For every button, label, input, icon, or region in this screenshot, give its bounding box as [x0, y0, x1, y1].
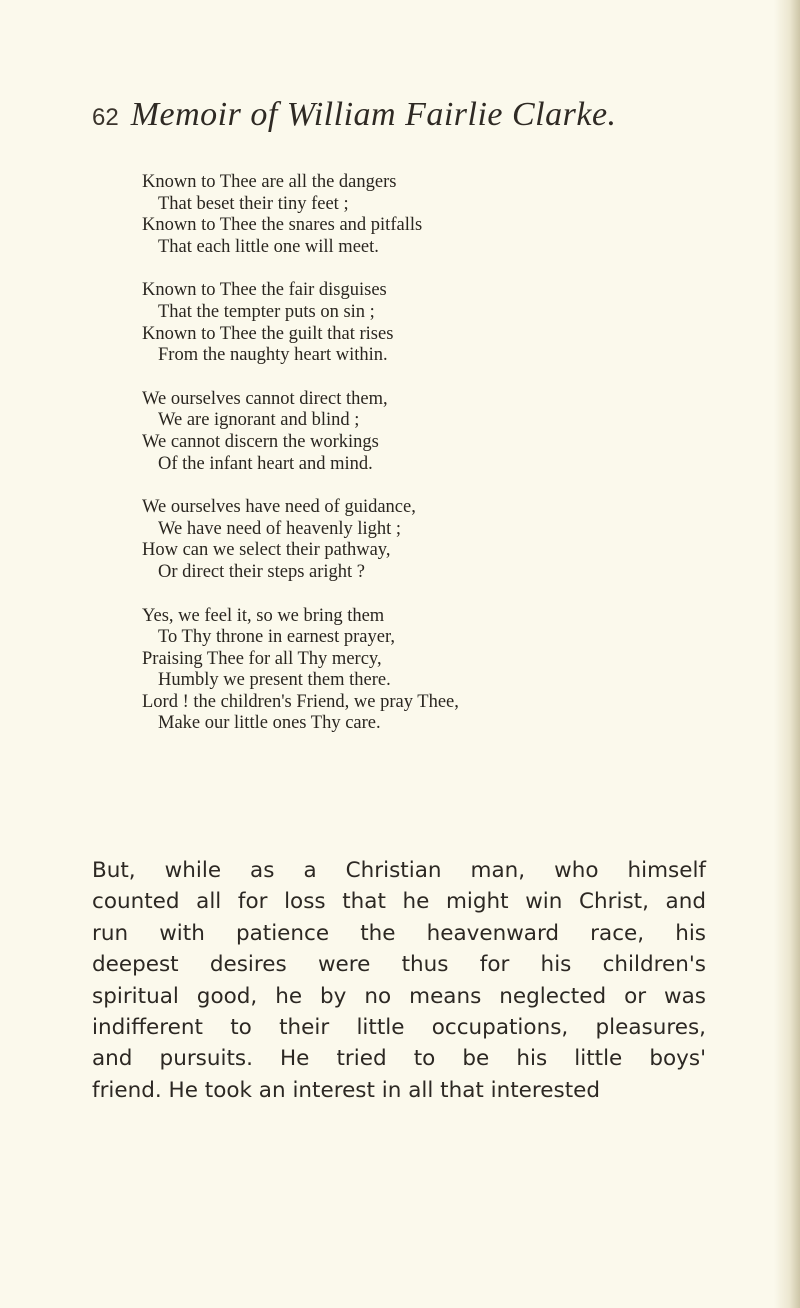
poem-stanza-3 — [142, 389, 702, 475]
prose-line: run with patience the heavenward race, his — [92, 920, 706, 946]
poem-line: Known to Thee the snares and pitfalls — [142, 215, 423, 236]
poem-line: We ourselves have need of guidance, — [142, 497, 416, 518]
prose-line: friend. He took an interest in all that interested — [92, 1077, 601, 1103]
poem-line: We ourselves cannot direct them, — [142, 388, 388, 409]
poem-line: Or direct their steps aright ? — [158, 561, 366, 582]
poem-line: To Thy throne in earnest prayer, — [158, 627, 396, 648]
poem-stanza-4 — [142, 497, 702, 583]
poem-line: That the tempter puts on sin ; — [158, 301, 375, 322]
poem-line: How can we select their pathway, — [142, 540, 391, 561]
poem-line: We are ignorant and blind ; — [158, 410, 360, 431]
poem-line: Lord ! the children's Friend, we pray Thee, — [142, 691, 459, 712]
poem-line: Yes, we feel it, so we bring them — [142, 605, 385, 626]
poem-line: Humbly we present them there. — [158, 670, 391, 691]
prose-line: But, while as a Christian man, who himself — [92, 858, 706, 883]
prose-line: indifferent to their little occupations, pleasures, — [92, 1014, 706, 1040]
poem-line: From the naughty heart within. — [158, 345, 388, 366]
poem — [142, 172, 702, 757]
poem-line: Known to Thee are all the dangers — [142, 172, 397, 192]
poem-line: We have need of heavenly light ; — [158, 518, 402, 539]
prose-line: counted all for loss that he might win Christ, and — [92, 889, 706, 915]
poem-stanza-1 — [142, 172, 702, 258]
running-head — [92, 96, 692, 146]
poem-line: Make our little ones Thy care. — [158, 713, 381, 734]
prose-paragraph — [92, 855, 706, 1106]
poem-stanza-5 — [142, 606, 702, 736]
poem-line: Known to Thee the guilt that rises — [142, 323, 394, 344]
prose-line: and pursuits. He tried to be his little boys' — [92, 1046, 706, 1072]
poem-line: That each little one will meet. — [158, 236, 379, 257]
prose-line: deepest desires were thus for his children's — [92, 952, 706, 978]
poem-line: That beset their tiny feet ; — [158, 193, 349, 214]
poem-line: Of the infant heart and mind. — [158, 453, 373, 474]
running-title: Memoir of William Fairlie Clarke. — [130, 96, 617, 133]
poem-line: We cannot discern the workings — [142, 431, 379, 452]
poem-line: Praising Thee for all Thy mercy, — [142, 648, 382, 669]
page-number: 62 — [92, 104, 119, 131]
poem-stanza-2 — [142, 280, 702, 366]
poem-line: Known to Thee the fair disguises — [142, 280, 387, 301]
prose-line: spiritual good, he by no means neglected or was — [92, 983, 706, 1009]
page-edge-shadow — [774, 0, 800, 1308]
